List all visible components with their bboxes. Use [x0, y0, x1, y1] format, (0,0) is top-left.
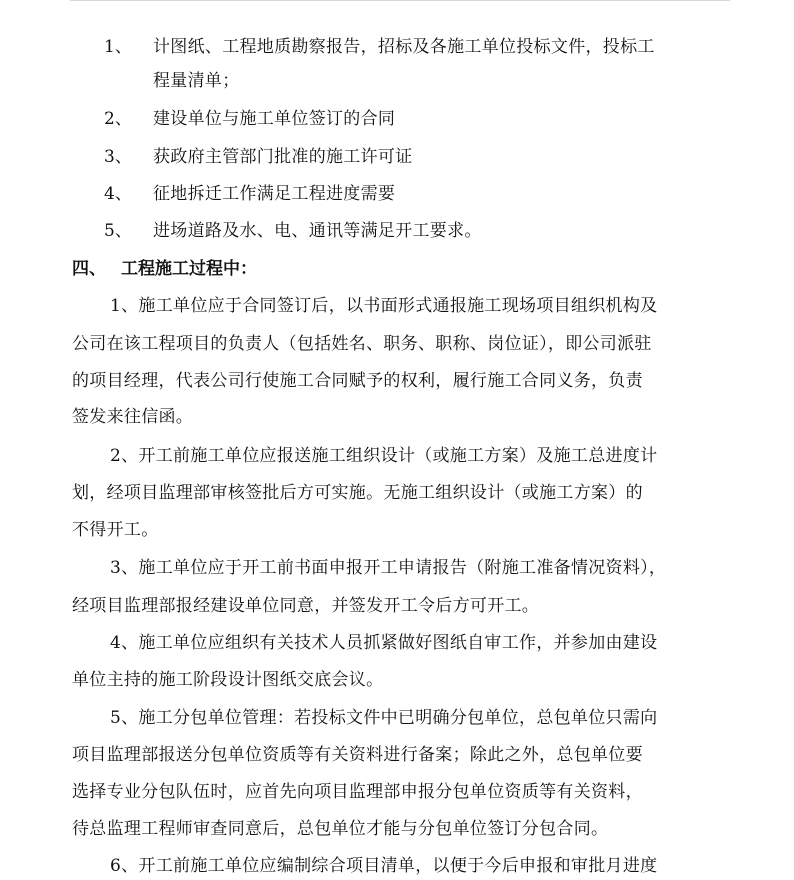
- paragraph-line: 划，经项目监理部审核签批后方可实施。无施工组织设计（或施工方案）的: [72, 483, 643, 503]
- list-item-number: 4、: [104, 184, 132, 204]
- list-item-text: 计图纸、工程地质勘察报告，招标及各施工单位投标文件，投标工: [153, 37, 655, 57]
- paragraph-line: 项目监理部报送分包单位资质等有关资料进行备案；除此之外，总包单位要: [72, 745, 643, 765]
- paragraph-line: 1、施工单位应于合同签订后，以书面形式通报施工现场项目组织机构及: [110, 296, 658, 316]
- list-item-number: 3、: [104, 147, 132, 167]
- paragraph-line: 5、施工分包单位管理：若投标文件中已明确分包单位，总包单位只需向: [110, 708, 658, 728]
- section-title: 工程施工过程中：: [121, 259, 257, 279]
- list-item-number: 1、: [104, 37, 132, 57]
- list-item-text: 程量清单；: [153, 71, 240, 91]
- paragraph-line: 6、开工前施工单位应编制综合项目清单，以便于今后申报和审批月进度: [110, 856, 658, 876]
- paragraph-line: 不得开工。: [72, 520, 159, 540]
- paragraph-line: 公司在该工程项目的负责人（包括姓名、职务、职称、岗位证），即公司派驻: [72, 334, 652, 354]
- header-rule: [70, 0, 730, 1]
- paragraph-line: 的项目经理，代表公司行使施工合同赋予的权利，履行施工合同义务，负责: [72, 371, 643, 391]
- list-item-number: 2、: [104, 109, 132, 129]
- paragraph-line: 单位主持的施工阶段设计图纸交底会议。: [72, 670, 384, 690]
- list-item-number: 5、: [104, 221, 132, 241]
- section-number: 四、: [72, 259, 106, 279]
- list-item-text: 获政府主管部门批准的施工许可证: [153, 147, 413, 167]
- paragraph-line: 3、施工单位应于开工前书面申报开工申请报告（附施工准备情况资料），: [110, 558, 667, 578]
- paragraph-line: 2、开工前施工单位应报送施工组织设计（或施工方案）及施工总进度计: [110, 446, 658, 466]
- paragraph-line: 经项目监理部报经建设单位同意，并签发开工令后方可开工。: [72, 596, 540, 616]
- paragraph-line: 签发来往信函。: [72, 407, 194, 427]
- paragraph-line: 4、施工单位应组织有关技术人员抓紧做好图纸自审工作，并参加由建设: [110, 633, 658, 653]
- list-item-text: 征地拆迁工作满足工程进度需要: [153, 184, 396, 204]
- paragraph-line: 选择专业分包队伍时，应首先向项目监理部申报分包单位资质等有关资料，: [72, 782, 643, 802]
- list-item-text: 建设单位与施工单位签订的合同: [153, 109, 396, 129]
- list-item-text: 进场道路及水、电、通讯等满足开工要求。: [153, 221, 482, 241]
- paragraph-line: 待总监理工程师审查同意后，总包单位才能与分包单位签订分包合同。: [72, 819, 609, 839]
